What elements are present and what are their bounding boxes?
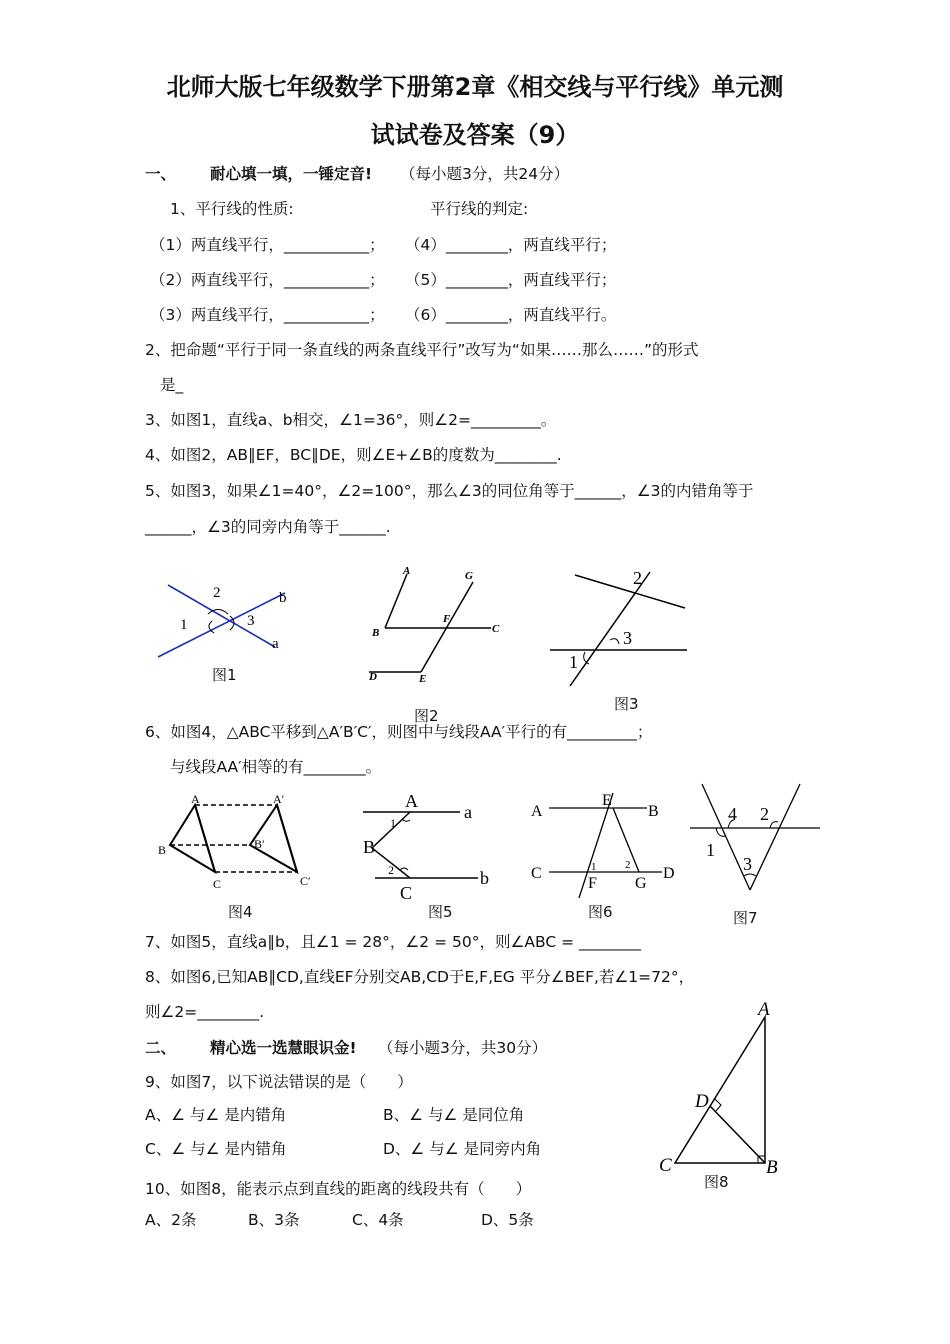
q10-option-b: B、3条	[248, 1211, 300, 1229]
fig5-label-a: a	[464, 802, 472, 822]
section2-number: 二、	[145, 1039, 177, 1057]
fig4-label-B: B	[158, 843, 167, 857]
fig1-label-1: 1	[180, 617, 188, 633]
fig4-label-B-prime: B′	[254, 837, 265, 851]
fig7-label-3: 3	[743, 854, 752, 874]
fig5-label-1: 1	[390, 816, 396, 830]
fig6-label-C: C	[531, 865, 542, 882]
fig2-label-F: F	[443, 613, 451, 625]
page-title-line2: 试试卷及答案（9）	[370, 121, 580, 149]
section1-note: （每小题3分，共24分）	[400, 165, 570, 183]
fig7-caption: 图7	[733, 909, 758, 927]
q5-line1: 5、如图3，如果∠1=40°，∠2=100°，那么∠3的同位角等于______，∠3的内错角等于	[145, 482, 754, 500]
fig5-label-B: B	[363, 837, 376, 857]
section2-note: （每小题3分，共30分）	[378, 1039, 548, 1057]
fig6-label-D: D	[663, 865, 675, 882]
fig8-label-C: C	[659, 1155, 672, 1176]
q1-row3-left: （3）两直线平行，___________；	[150, 306, 385, 324]
fig2-label-C: C	[492, 623, 500, 635]
fig4-caption: 图4	[228, 903, 253, 921]
fig6-label-1: 1	[591, 861, 597, 873]
q9-stem: 9、如图7，以下说法错误的是（ ）	[145, 1073, 413, 1091]
fig4-label-A: A	[191, 792, 200, 806]
fig8-label-D: D	[695, 1091, 709, 1112]
q1-head-left: 1、平行线的性质:	[170, 200, 294, 218]
fig5-label-b: b	[480, 868, 489, 888]
q10-option-d: D、5条	[481, 1211, 534, 1229]
fig1-label-b: b	[279, 590, 287, 606]
q1-head-right: 平行线的判定:	[430, 200, 529, 218]
fig5-caption: 图5	[428, 903, 453, 921]
figure-6	[527, 788, 687, 898]
q2-line2: 是_	[160, 376, 184, 394]
q9-option-c: C、∠ 与∠ 是内错角	[145, 1140, 287, 1158]
q1-row2-right: （5）________，两直线平行；	[405, 271, 617, 289]
fig6-caption: 图6	[588, 903, 613, 921]
fig1-caption: 图1	[212, 666, 237, 684]
fig3-caption: 图3	[614, 695, 639, 713]
section1-heading: 耐心填一填，一锤定音!	[210, 165, 373, 183]
fig6-label-B: B	[648, 803, 659, 820]
fig2-label-B: B	[372, 627, 380, 639]
fig3-label-3: 3	[623, 628, 632, 648]
page-title-line1: 北师大版七年级数学下册第2章《相交线与平行线》单元测	[166, 73, 784, 101]
fig4-label-A-prime: A′	[273, 792, 285, 806]
figure-2	[365, 562, 515, 687]
q7: 7、如图5，直线a∥b，且∠1 = 28°，∠2 = 50°，则∠ABC = ________	[145, 933, 641, 951]
q6-line1: 6、如图4，△ABC平移到△A′B′C′，则图中与线段AA′平行的有_________；	[145, 723, 653, 741]
fig8-caption: 图8	[704, 1173, 729, 1191]
fig2-caption: 图2	[414, 707, 439, 725]
fig2-label-D: D	[369, 671, 377, 683]
q9-option-d: D、∠ 与∠ 是同旁内角	[383, 1140, 542, 1158]
fig6-label-A: A	[531, 803, 543, 820]
q4: 4、如图2，AB∥EF，BC∥DE，则∠E+∠B的度数为________.	[145, 446, 562, 464]
fig7-label-1: 1	[706, 840, 715, 860]
fig5-label-A: A	[405, 791, 418, 811]
q8-line2: 则∠2=________.	[145, 1003, 265, 1021]
fig5-label-2: 2	[388, 863, 394, 877]
q9-option-b: B、∠ 与∠ 是同位角	[383, 1106, 525, 1124]
fig3-label-2: 2	[633, 568, 642, 588]
fig1-label-a: a	[272, 636, 279, 652]
section1-number: 一、	[145, 165, 177, 183]
q1-row2-left: （2）两直线平行，___________；	[150, 271, 385, 289]
q1-row3-right: （6）________，两直线平行。	[405, 306, 617, 324]
fig2-label-E: E	[419, 673, 427, 685]
q3: 3、如图1，直线a、b相交，∠1=36°，则∠2=_________。	[145, 411, 557, 429]
figure-4	[155, 790, 325, 895]
q1-row1-left: （1）两直线平行，___________；	[150, 236, 385, 254]
figure-5	[360, 790, 500, 900]
q6-line2: 与线段AA′相等的有________。	[170, 758, 382, 776]
q10-option-a: A、2条	[145, 1211, 197, 1229]
q5-line2: ______，∠3的同旁内角等于______.	[145, 518, 391, 536]
fig7-label-4: 4	[728, 804, 737, 824]
fig6-label-F: F	[588, 875, 597, 892]
fig6-label-G: G	[635, 875, 647, 892]
fig3-label-1: 1	[569, 652, 578, 672]
q1-row1-right: （4）________，两直线平行；	[405, 236, 617, 254]
q8-line1: 8、如图6,已知AB∥CD,直线EF分别交AB,CD于E,F,EG 平分∠BEF,若∠1=72°，	[145, 968, 695, 986]
q9-option-a: A、∠ 与∠ 是内错角	[145, 1106, 287, 1124]
section2-heading: 精心选一选慧眼识金!	[210, 1039, 357, 1057]
q2-line1: 2、把命题“平行于同一条直线的两条直线平行”改写为“如果……那么……”的形式	[145, 341, 699, 359]
fig4-label-C-prime: C′	[300, 874, 311, 888]
fig8-label-B: B	[766, 1157, 778, 1178]
fig2-label-G: G	[465, 570, 473, 582]
fig4-label-C: C	[213, 877, 222, 891]
fig8-label-A: A	[758, 999, 770, 1020]
fig1-label-2: 2	[213, 585, 221, 601]
fig1-label-3: 3	[247, 613, 255, 629]
fig6-label-2: 2	[625, 859, 631, 871]
figure-8	[655, 995, 790, 1180]
q10-option-c: C、4条	[352, 1211, 404, 1229]
figure-7	[688, 782, 823, 897]
fig7-label-2: 2	[760, 804, 769, 824]
figure-3	[545, 560, 695, 690]
fig5-label-C: C	[400, 883, 413, 900]
q10-stem: 10、如图8，能表示点到直线的距离的线段共有（ ）	[145, 1180, 532, 1198]
fig6-label-E: E	[602, 792, 612, 809]
fig2-label-A: A	[403, 565, 411, 577]
